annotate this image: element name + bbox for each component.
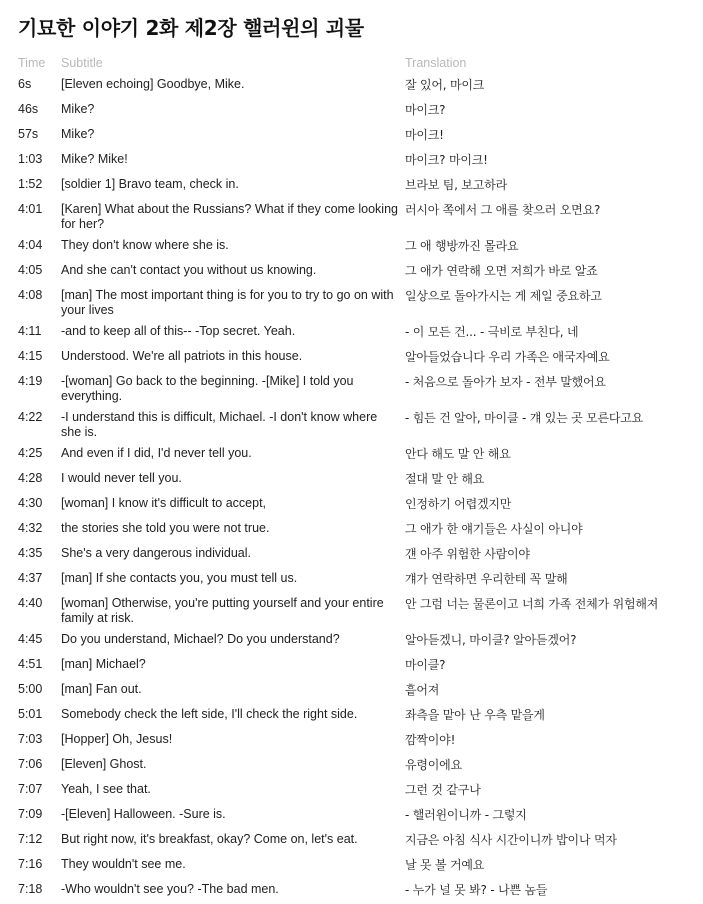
subtitle-cell: -and to keep all of this-- -Top secret. Yeah. (61, 324, 296, 338)
table-row (13, 593, 701, 629)
table-row (13, 729, 701, 754)
translation-cell: 잘 있어, 마이크 (405, 78, 485, 92)
translation-cell: 좌측을 맡아 난 우측 맡을게 (405, 708, 545, 722)
subtitle-table (13, 52, 701, 904)
subtitle-cell: She's a very dangerous individual. (61, 546, 252, 560)
translation-cell: 그 애가 연락해 오면 저희가 바로 알죠 (405, 264, 598, 278)
time-cell: 5:00 (18, 682, 43, 696)
time-cell: 7:18 (18, 882, 43, 896)
time-cell: 4:22 (18, 410, 43, 424)
subtitle-cell: [man] If she contacts you, you must tell us. (61, 571, 298, 585)
time-cell: 57s (18, 127, 39, 141)
translation-cell: 날 못 볼 거예요 (405, 858, 485, 872)
table-row (13, 704, 701, 729)
table-row (13, 654, 701, 679)
time-cell: 4:11 (18, 324, 42, 338)
table-row (13, 568, 701, 593)
table-row (13, 804, 701, 829)
translation-cell: - 힘든 건 알아, 마이클 - 걔 있는 곳 모른다고요 (405, 411, 644, 425)
table-body (13, 74, 701, 904)
time-cell: 4:01 (18, 202, 43, 216)
translation-cell: - 처음으로 돌아가 보자 - 전부 말했어요 (405, 375, 606, 389)
time-cell: 7:06 (18, 757, 43, 771)
table-row (13, 679, 701, 704)
table-row (13, 174, 701, 199)
translation-cell: 마이크? 마이크! (405, 153, 488, 167)
table-row (13, 779, 701, 804)
table-row (13, 321, 701, 346)
table-row (13, 629, 701, 654)
subtitle-cell: [Hopper] Oh, Jesus! (61, 732, 173, 746)
table-row (13, 99, 701, 124)
subtitle-cell: [woman] I know it's difficult to accept, (61, 496, 267, 510)
translation-cell: 절대 말 안 해요 (405, 472, 485, 486)
translation-cell: 알아듣겠니, 마이클? 알아듣겠어? (405, 633, 577, 647)
table-row (13, 199, 701, 235)
table-row (13, 124, 701, 149)
translation-cell: - 핼러윈이니까 - 그렇지 (405, 808, 527, 822)
subtitle-cell: Mike? (61, 102, 95, 116)
translation-cell: 깜짝이야! (405, 733, 456, 747)
table-row (13, 149, 701, 174)
translation-cell: - 이 모든 건... - 극비로 부친다, 네 (405, 325, 579, 339)
table-row (13, 829, 701, 854)
translation-cell: 일상으로 돌아가시는 게 제일 중요하고 (405, 289, 602, 303)
table-row (13, 518, 701, 543)
translation-cell: 마이크? (405, 103, 446, 117)
subtitle-cell: [woman] Otherwise, you're putting yourself and your entire family at risk. (61, 596, 384, 625)
translation-cell: - 누가 널 못 봐? - 나쁜 놈들 (405, 883, 548, 897)
subtitle-cell: They wouldn't see me. (61, 857, 186, 871)
subtitle-cell: I would never tell you. (61, 471, 182, 485)
time-cell: 7:09 (18, 807, 43, 821)
translation-cell: 걔가 연락하면 우리한테 꼭 말해 (405, 572, 568, 586)
subtitle-cell: -I understand this is difficult, Michael. -I don't know where she is. (61, 410, 378, 439)
subtitle-cell: Mike? Mike! (61, 152, 128, 166)
time-cell: 1:03 (18, 152, 43, 166)
time-cell: 7:16 (18, 857, 43, 871)
subtitle-cell: [man] Michael? (61, 657, 146, 671)
subtitle-cell: Mike? (61, 127, 95, 141)
table-row (13, 879, 701, 904)
time-cell: 4:51 (18, 657, 43, 671)
time-cell: 4:19 (18, 374, 43, 388)
subtitle-cell: Understood. We're all patriots in this house. (61, 349, 303, 363)
translation-cell: 안 그럼 너는 물론이고 너희 가족 전체가 위험해져 (405, 597, 659, 611)
subtitle-cell: But right now, it's breakfast, okay? Come on, let's eat. (61, 832, 358, 846)
time-cell: 4:37 (18, 571, 43, 585)
translation-cell: 그 애 행방까진 몰라요 (405, 239, 519, 253)
subtitle-cell: Somebody check the left side, I'll check the right side. (61, 707, 358, 721)
subtitle-cell: -[Eleven] Halloween. -Sure is. (61, 807, 226, 821)
time-cell: 1:52 (18, 177, 43, 191)
subtitle-cell: [Karen] What about the Russians? What if they come looking for her? (61, 202, 398, 231)
time-cell: 4:25 (18, 446, 43, 460)
table-row (13, 260, 701, 285)
subtitle-cell: And she can't contact you without us knowing. (61, 263, 317, 277)
time-cell: 7:07 (18, 782, 43, 796)
time-cell: 4:08 (18, 288, 43, 302)
table-header-row (13, 52, 701, 74)
translation-cell: 유령이에요 (405, 758, 462, 772)
subtitle-cell: Do you understand, Michael? Do you understand? (61, 632, 340, 646)
time-cell: 4:04 (18, 238, 43, 252)
subtitle-cell: [soldier 1] Bravo team, check in. (61, 177, 239, 191)
subtitle-cell: [Eleven echoing] Goodbye, Mike. (61, 77, 245, 91)
table-row (13, 493, 701, 518)
subtitle-cell: -Who wouldn't see you? -The bad men. (61, 882, 279, 896)
translation-cell: 러시아 쪽에서 그 애를 찾으러 오면요? (405, 203, 601, 217)
time-cell: 7:03 (18, 732, 43, 746)
translation-cell: 인정하기 어렵겠지만 (405, 497, 512, 511)
subtitle-cell: [man] The most important thing is for you to try to go on with your lives (61, 288, 394, 317)
time-cell: 4:40 (18, 596, 43, 610)
subtitle-cell: the stories she told you were not true. (61, 521, 270, 535)
time-cell: 6s (18, 77, 32, 91)
table-row (13, 285, 701, 321)
subtitle-cell: [Eleven] Ghost. (61, 757, 147, 771)
subtitle-cell: Yeah, I see that. (61, 782, 151, 796)
table-row (13, 443, 701, 468)
subtitle-column-header: Subtitle (61, 56, 103, 70)
time-cell: 46s (18, 102, 39, 116)
table-row (13, 371, 701, 407)
translation-cell: 브라보 팀, 보고하라 (405, 178, 507, 192)
subtitle-cell: And even if I did, I'd never tell you. (61, 446, 252, 460)
translation-cell: 마이크! (405, 128, 444, 142)
table-row (13, 235, 701, 260)
translation-cell: 그런 것 같구나 (405, 783, 481, 797)
table-row (13, 407, 701, 443)
translation-cell: 알아들었습니다 우리 가족은 애국자예요 (405, 350, 610, 364)
subtitle-cell: [man] Fan out. (61, 682, 142, 696)
table-row (13, 468, 701, 493)
subtitle-cell: They don't know where she is. (61, 238, 229, 252)
translation-column-header: Translation (405, 56, 467, 70)
translation-cell: 걘 아주 위험한 사람이야 (405, 547, 530, 561)
time-cell: 4:32 (18, 521, 43, 535)
time-cell: 4:28 (18, 471, 43, 485)
table-row (13, 854, 701, 879)
table-row (13, 74, 701, 99)
time-cell: 4:15 (18, 349, 43, 363)
translation-cell: 지금은 아침 식사 시간이니까 밥이나 먹자 (405, 833, 617, 847)
translation-cell: 그 애가 한 얘기들은 사실이 아니야 (405, 522, 583, 536)
translation-cell: 안다 해도 말 안 해요 (405, 447, 511, 461)
subtitle-cell: -[woman] Go back to the beginning. -[Mike] I told you everything. (61, 374, 354, 403)
table-row (13, 346, 701, 371)
time-cell: 4:45 (18, 632, 43, 646)
time-cell: 7:12 (18, 832, 43, 846)
table-row (13, 543, 701, 568)
table-row (13, 754, 701, 779)
page-title: 기묘한 이야기 2화 제2장 핼러윈의 괴물 (18, 16, 364, 40)
time-cell: 5:01 (18, 707, 43, 721)
time-cell: 4:35 (18, 546, 43, 560)
time-cell: 4:05 (18, 263, 43, 277)
translation-cell: 흩어져 (405, 683, 440, 697)
translation-cell: 마이클? (405, 658, 446, 672)
time-column-header: Time (18, 56, 46, 70)
time-cell: 4:30 (18, 496, 43, 510)
